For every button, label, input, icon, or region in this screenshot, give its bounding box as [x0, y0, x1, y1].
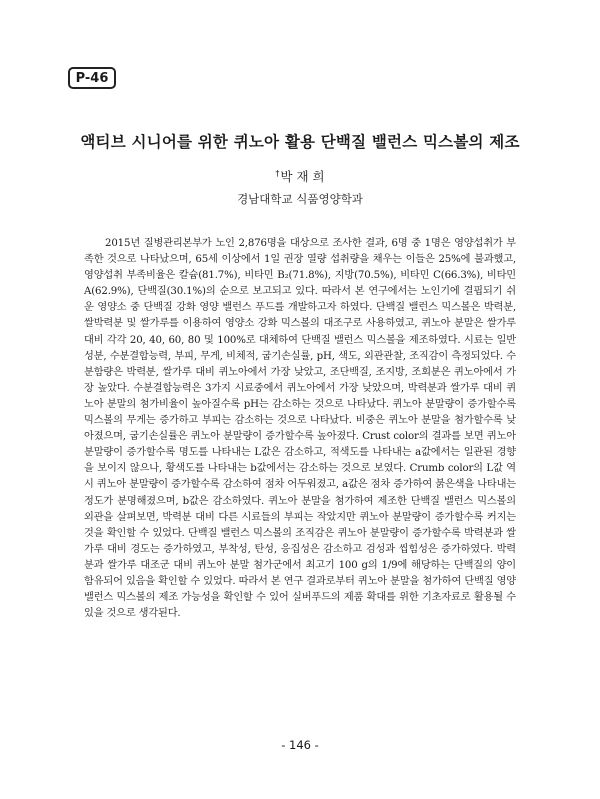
author-line: [0, 167, 600, 185]
author-affiliation: 경남대학교 식품영양학과: [237, 192, 363, 206]
author-name: 박 재 희: [280, 169, 325, 184]
corresponding-author-mark: †: [275, 169, 280, 178]
abstract-body: 2015년 질병관리본부가 노인 2,876명을 대상으로 조사한 결과, 6명 중 1명은 영양섭취가 부족한 것으로 나타났으며, 65세 이상에서 1일 권장 열량 섭취량을 채우는 이들은 25%에 불과했고, 영양섭취 부족비율은 칼슘(81.7%), 비타민 B₂(71.8%), 지방(70.5%), 비타민 C(66.3%), 비타민 A(62.9%), 단백질(30.1%)의 순으로 보고되고 있다. 따라서 본 연구에서는 노인기에 결핍되기 쉬운 영양소 중 단백질 강화 영양 밸런스 푸드를 개발하고자 하였다. 단백질 밸런스 믹스볼은 박력분, 쌀박력분 및 쌀가루를 이용하여 영양소 강화 믹스볼의 대조구로 사용하였고, 퀴노아 분말은 쌀가루대비 각각 20, 40, 60, 80 및 100%로 대체하여 단백질 밸런스 믹스볼을 제조하였다. 시료는 일반성분, 수분결합능력, 부피, 무게, 비체적, 굽기손실률, pH, 색도, 외관관찰, 조직감이 측정되었다. 수분함량은 박력분, 쌀가루 대비 퀴노아에서 가장 낮았고, 조단백질, 조지방, 조회분은 퀴노아에서 가장 높았다. 수분결합능력은 3가지 시료중에서 퀴노아에서 가장 낮았으며, 박력분과 쌀가루 대비 퀴노아 분말의 첨가비율이 높아질수록 pH는 감소하는 것으로 나타났다. 퀴노아 분말량이 증가할수록 믹스볼의 무게는 증가하고 부피는 감소하는 것으로 나타났다. 비중은 퀴노아 분말을 첨가할수록 낮아졌으며, 굽기손실률은 퀴노아 분말량이 증가할수록 높아졌다. Crust color의 결과를 보면 퀴노아 분말량이 증가할수록 명도를 나타내는 L값은 감소하고, 적색도를 나타내는 a값에서는 일관된 경향을 보이지 않으나, 황색도를 나타내는 b값에서는 감소하는 것으로 보였다. Crumb color의 L값 역시 퀴노아 분말량이 증가할수록 감소하여 점차 어두워졌고, a값은 점차 증가하여 붉은색을 나타내는 정도가 분명해졌으며, b값은 감소하였다. 퀴노아 분말을 첨가하여 제조한 단백질 밸런스 믹스볼의 외관을 살펴보면, 박력분 대비 다른 시료들의 부피는 작았지만 퀴노아 분말량이 증가할수록 커지는 것을 확인할 수 있었다. 단백질 밸런스 믹스볼의 조직감은 퀴노아 분말량이 증가할수록 박력분과 쌀가루 대비 경도는 증가하였고, 부착성, 탄성, 응집성은 감소하고 검성과 씹힘성은 증가하였다. 박력분과 쌀가루 대조군 대비 퀴노아 분말 첨가군에서 최고기 100 g의 1/9에 해당하는 단백질의 양이 함유되어 있음을 확인할 수 있었다. 따라서 본 연구 결과로부터 퀴노아 분말을 첨가하여 단백질 영양 밸런스 믹스볼의 제조 가능성을 확인할 수 있어 실버푸드의 제품 확대를 위한 기초자료로 활용될 수 있을 것으로 생각된다.: [84, 238, 516, 620]
paper-title: 액티브 시니어를 위한 퀴노아 활용 단백질 밸런스 믹스볼의 제조: [80, 133, 520, 151]
poster-number-badge: P-46: [68, 67, 116, 89]
page-number: - 146 -: [281, 738, 319, 752]
